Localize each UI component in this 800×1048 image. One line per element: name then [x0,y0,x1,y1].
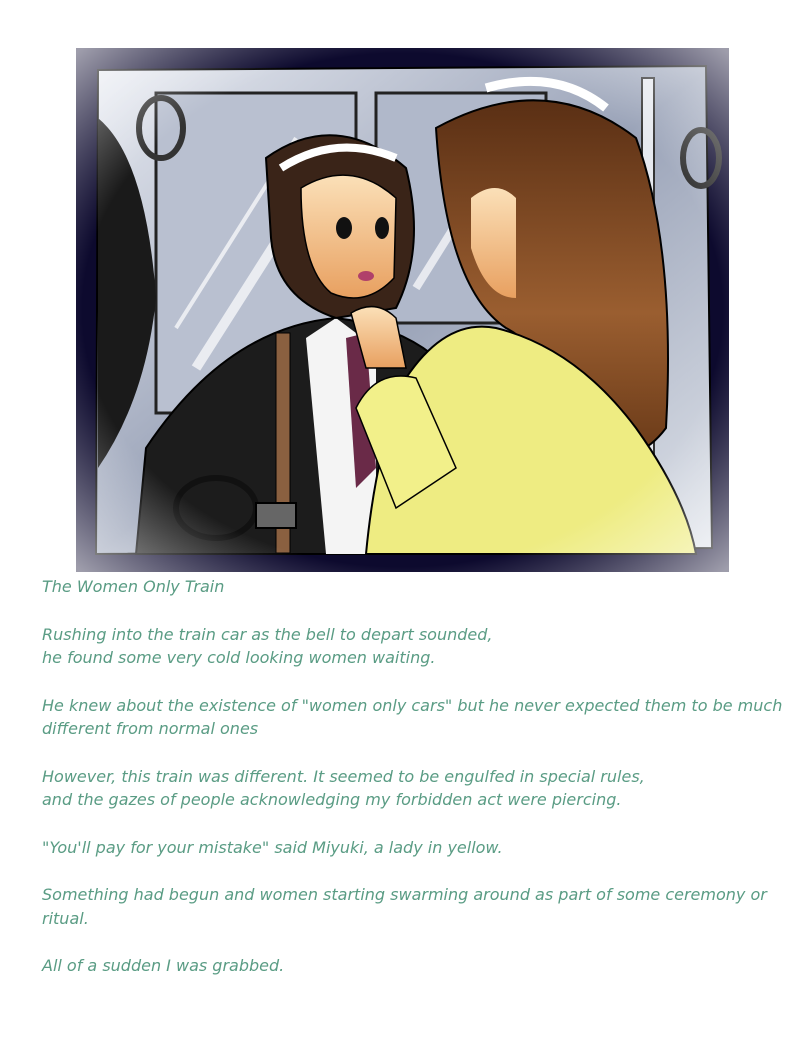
story-title: The Women Only Train [42,577,225,596]
story-paragraph-6: All of a sudden I was grabbed. [42,956,285,975]
story-paragraph-3: However, this train was different. It seemed to be engulfed in special rules, and the gazes of people acknowledging my forbidden act were piercing. [42,766,645,809]
story-paragraph-4: "You'll pay for your mistake" said Miyuki, a lady in yellow. [42,837,503,857]
story-text [42,575,792,1002]
story-paragraph-2: He knew about the existence of "women only cars" but he never expected them to be much different from normal ones [42,695,783,738]
comic-illustration [76,48,729,572]
story-paragraph-1: Rushing into the train car as the bell to depart sounded, he found some very cold looking women waiting. [42,624,493,667]
story-paragraph-5: Something had begun and women starting swarming around as part of some ceremony or ritual. [42,885,767,928]
train-scene-image [76,48,729,572]
